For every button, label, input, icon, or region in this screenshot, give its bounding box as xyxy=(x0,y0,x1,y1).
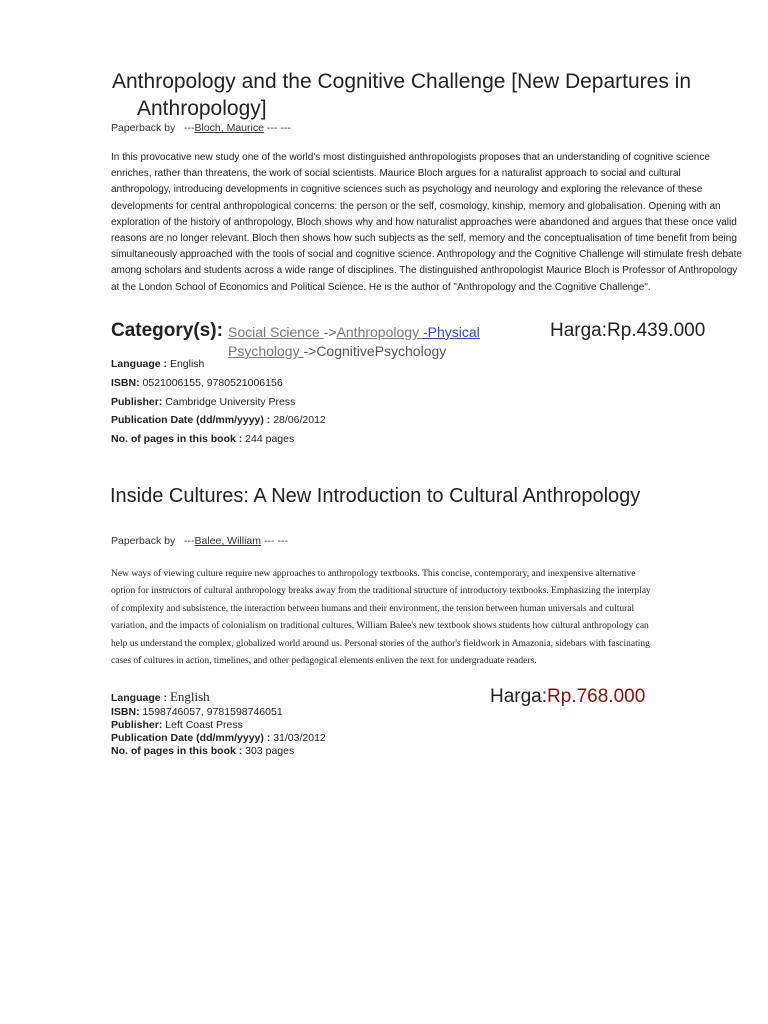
pubdate-row xyxy=(111,732,326,745)
isbn-label: ISBN: xyxy=(111,706,140,718)
book-title: Anthropology and the Cognitive Challenge [New Departures in Anthropology] xyxy=(112,70,692,120)
language-value: English xyxy=(169,358,205,370)
dashes-after: --- --- xyxy=(266,122,291,134)
book-details xyxy=(111,355,326,449)
language-row xyxy=(111,355,326,374)
category-separator: -> xyxy=(323,324,337,340)
category-link-anthropology[interactable]: Anthropology xyxy=(336,324,423,340)
dashes-before: --- xyxy=(183,122,195,134)
isbn-row xyxy=(111,374,326,393)
language-value: English xyxy=(169,689,210,704)
book-details xyxy=(111,688,326,758)
pubdate-label: Publication Date (dd/mm/yyyy) : xyxy=(111,732,271,744)
publisher-value: Left Coast Press xyxy=(165,719,243,731)
price-value: Rp.439.000 xyxy=(607,320,706,341)
publisher-value: Cambridge University Press xyxy=(165,395,296,408)
category-link-physical[interactable]: -Physical xyxy=(422,324,480,340)
price xyxy=(550,320,705,342)
price xyxy=(490,686,645,708)
publisher-row xyxy=(111,719,326,732)
pages-row xyxy=(111,430,326,449)
pages-row xyxy=(111,745,326,758)
category-label: Category(s): xyxy=(111,320,223,341)
dashes-after: --- --- xyxy=(263,535,288,547)
book-description: In this provocative new study one of the world's most distinguished anthropologists proposes that an understanding of cognitive science enriches, rather than threatens, the work of social scientists. Maurice Bloch argues for a naturalist approach to social and cultural anthropology, introducing developments in cognitive sciences such as psychology and neurology and exploring the relevance of these developments for central anthropological concerns: the person or the self, cosmology, kinship, memory and globalisation. Opening with an exploration of the history of anthropology, Bloch shows why and how naturalist approaches were abandoned and argues that these once valid reasons are no longer relevant. Bloch then shows how such subjects as the self, memory and the conceptualisation of time benefit from being simultaneously approached with the tools of social and cognitive science. Anthropology and the Cognitive Challenge will stimulate fresh debate among scholars and students across a wide range of disciplines. The distinguished anthropologist Maurice Bloch is Professor of Anthropology at the London School of Economics and Political Science. He is the author of "Anthropology and the Cognitive Challenge". xyxy=(111,152,742,293)
price-value: Rp.768.000 xyxy=(547,686,646,707)
author-link[interactable]: Bloch, Maurice xyxy=(194,122,264,134)
dashes-before: --- xyxy=(183,535,195,547)
category-link-psychology[interactable]: Psychology xyxy=(228,343,304,359)
category-link-social-science[interactable]: Social Science xyxy=(228,324,324,340)
language-label: Language : xyxy=(111,692,168,704)
book-title: Inside Cultures: A New Introduction to Cultural Anthropology xyxy=(110,485,641,507)
pubdate-label: Publication Date (dd/mm/yyyy) : xyxy=(111,414,271,427)
pubdate-value: 28/06/2012 xyxy=(273,414,326,427)
publisher-label: Publisher: xyxy=(111,395,163,408)
byline xyxy=(111,535,288,547)
price-label: Harga: xyxy=(490,686,548,707)
language-label: Language : xyxy=(111,358,168,370)
pages-label: No. of pages in this book : xyxy=(111,433,243,446)
language-row xyxy=(111,688,326,706)
isbn-row xyxy=(111,706,326,719)
isbn-label: ISBN: xyxy=(111,376,140,389)
isbn-value: 1598746057, 9781598746051 xyxy=(142,706,283,718)
byline-prefix: Paperback by xyxy=(111,122,176,134)
publisher-label: Publisher: xyxy=(111,719,163,731)
isbn-value: 0521006155, 9780521006156 xyxy=(142,376,283,389)
category-cognitive-psychology: ->CognitivePsychology xyxy=(303,343,447,359)
pages-label: No. of pages in this book : xyxy=(111,745,243,757)
pages-value: 244 pages xyxy=(245,433,295,446)
pubdate-value: 31/03/2012 xyxy=(273,732,326,744)
pubdate-row xyxy=(111,411,326,430)
publisher-row xyxy=(111,393,326,412)
book-description: New ways of viewing culture require new approaches to anthropology textbooks. This concise, contemporary, and inexpensive alternative option for instructors of cultural anthropology breaks away from the traditional structure of introductory textbooks. Emphasizing the interplay of complexity and subsistence, the interaction between humans and their environment, the tension between human universals and cultural variation, and the impacts of colonialism on traditional cultures, William Balee's new textbook shows students how cultural anthropology can help us understand the complex, globalized world around us. Personal stories of the author's fieldwork in Amazonia, sidebars with fascinating cases of cultures in action, timelines, and other pedagogical elements enliven the text for undergraduate readers. xyxy=(111,569,651,667)
price-label: Harga: xyxy=(550,320,608,341)
byline xyxy=(111,122,291,134)
byline-prefix: Paperback by xyxy=(111,535,176,547)
author-link[interactable]: Balee, William xyxy=(194,535,262,547)
pages-value: 303 pages xyxy=(245,745,295,757)
